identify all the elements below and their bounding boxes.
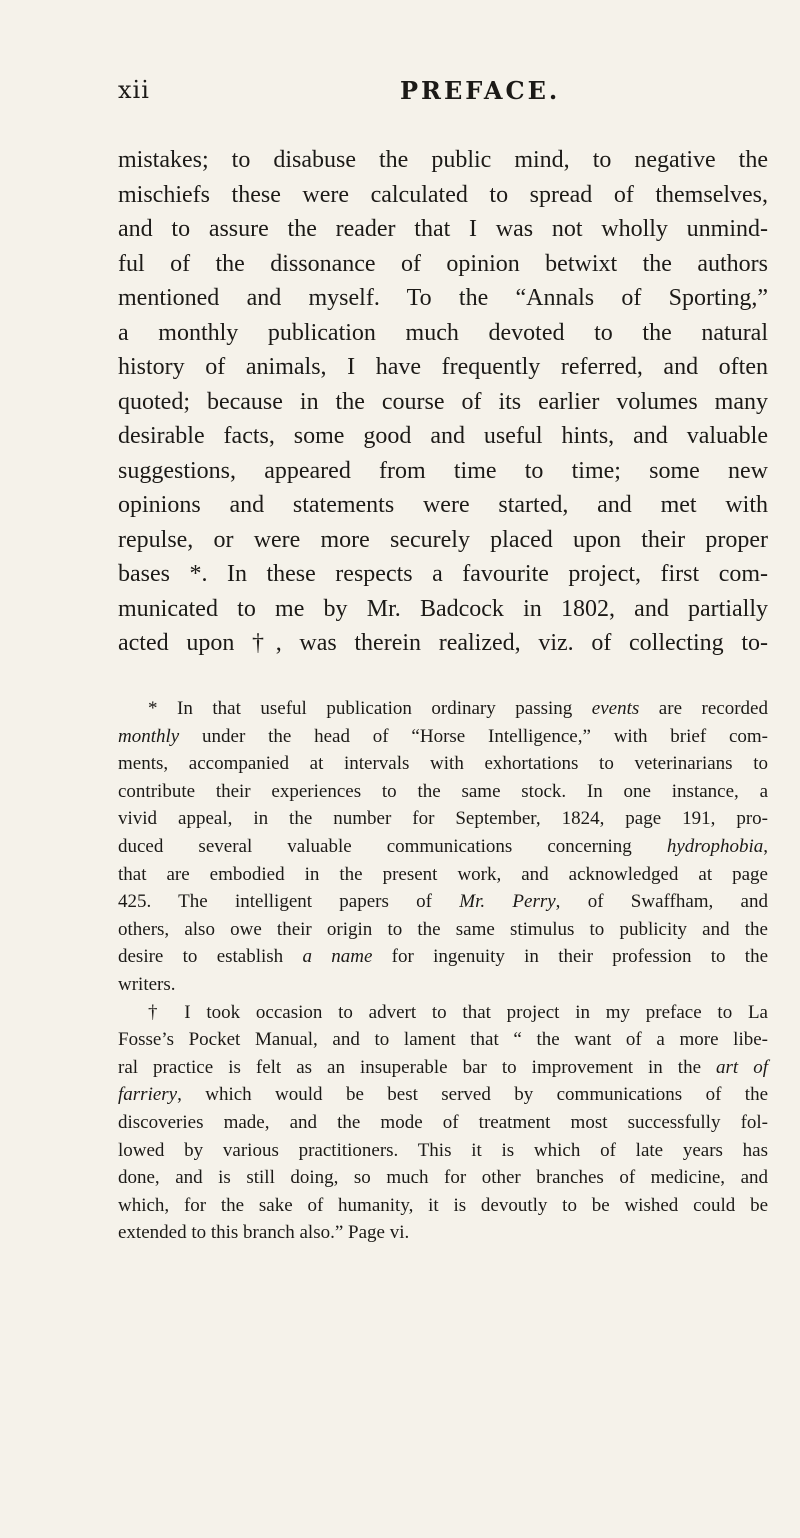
- footnote-line: duced several valuable communications concerning hydrophobia,: [118, 835, 768, 857]
- footnote-line: which, for the sake of humanity, it is devoutly to be wished could be: [118, 1194, 768, 1216]
- footnote-line: done, and is still doing, so much for other branches of medicine, and: [118, 1167, 768, 1189]
- body-line: history of animals, I have frequently referred, and often: [118, 354, 768, 380]
- footnote-line: monthly under the head of “Horse Intelligence,” with brief com-: [118, 725, 768, 747]
- body-line: opinions and statements were started, and met with: [118, 492, 768, 518]
- footnote-line: discoveries made, and the mode of treatment most successfully fol-: [118, 1111, 768, 1133]
- body-line: desirable facts, some good and useful hints, and valuable: [118, 423, 768, 449]
- footnote-line: † I took occasion to advert to that project in my preface to La: [148, 1001, 768, 1023]
- footnote-line: 425. The intelligent papers of Mr. Perry, of Swaffham, and: [118, 891, 768, 913]
- footnote-line: writers.: [118, 973, 176, 995]
- body-line: municated to me by Mr. Badcock in 1802, and partially: [118, 595, 768, 622]
- footnote-line: Fosse’s Pocket Manual, and to lament that “ the want of a more libe-: [118, 1029, 768, 1051]
- body-line: mentioned and myself. To the “Annals of Sporting,”: [118, 285, 768, 311]
- footnotes: [118, 695, 768, 1247]
- body-line: suggestions, appeared from time to time; some new: [118, 457, 768, 484]
- footnote-line: * In that useful publication ordinary passing events are recorded: [148, 698, 768, 719]
- body-line: repulse, or were more securely placed upon their proper: [118, 526, 768, 553]
- footnote-asterisk: [118, 695, 768, 999]
- running-header: [118, 76, 758, 116]
- footnote-line: farriery, which would be best served by communications of the: [118, 1084, 768, 1106]
- body-line: quoted; because in the course of its earlier volumes many: [118, 388, 768, 415]
- footnote-line: ral practice is felt as an insuperable bar to improvement in the art of: [118, 1056, 768, 1078]
- footnote-line: others, also owe their origin to the same stimulus to publicity and the: [118, 918, 768, 940]
- body-line: ful of the dissonance of opinion betwixt the authors: [118, 250, 768, 277]
- body-line: bases *. In these respects a favourite project, first com-: [118, 561, 768, 587]
- footnote-line: extended to this branch also.” Page vi.: [118, 1222, 410, 1244]
- footnote-line: desire to establish a name for ingenuity in their profession to the: [118, 946, 769, 968]
- footnote-line: contribute their experiences to the same stock. In one instance, a: [118, 780, 768, 802]
- body-line: mistakes; to disabuse the public mind, to negative the: [118, 147, 768, 173]
- page-number: xii: [118, 76, 150, 104]
- body-line: mischiefs these were calculated to spread of themselves,: [118, 181, 768, 208]
- footnote-line: vivid appeal, in the number for September, 1824, page 191, pro-: [118, 808, 768, 830]
- footnote-line: ments, accompanied at intervals with exhortations to veterinarians to: [118, 753, 768, 775]
- body-text: [118, 143, 768, 661]
- body-line: and to assure the reader that I was not wholly unmind-: [118, 216, 768, 242]
- body-line: a monthly publication much devoted to the natural: [118, 319, 768, 346]
- running-title: PREFACE.: [400, 76, 561, 105]
- body-line: acted upon †, was therein realized, viz. of collecting to-: [118, 630, 768, 656]
- footnote-dagger: [118, 999, 768, 1247]
- footnote-line: lowed by various practitioners. This it is which of late years has: [118, 1139, 768, 1161]
- footnote-line: that are embodied in the present work, and acknowledged at page: [118, 863, 768, 885]
